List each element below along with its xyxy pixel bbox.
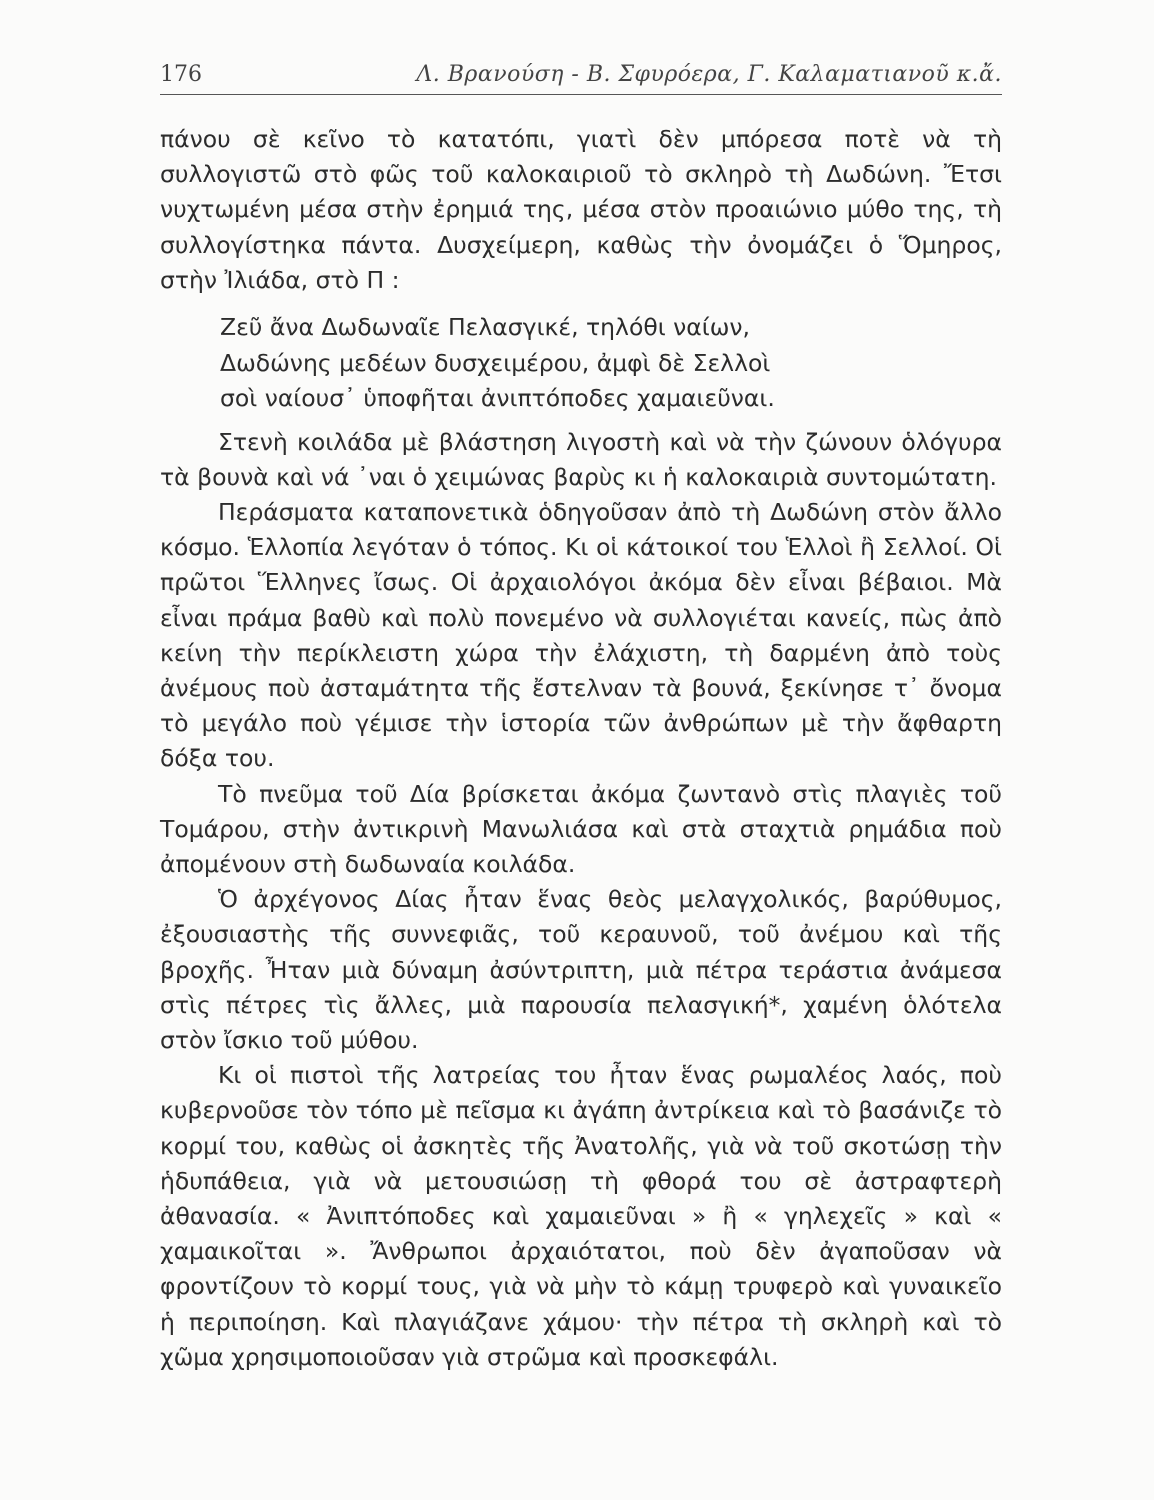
page-number: 176	[160, 62, 202, 87]
running-head: Λ. Βρανούση - Β. Σφυρόερα, Γ. Καλαματιανοῦ κ.ἄ.	[416, 62, 1002, 87]
verse-line-3: σοὶ ναίουσ᾽ ὑποφῆται ἀνιπτόποδες χαμαιεῦναι.	[220, 384, 775, 413]
paragraph-continued: πάνου σὲ κεῖνο τὸ κατατόπι, γιατὶ δὲν μπόρεσα ποτὲ νὰ τὴ συλλογιστῶ στὸ φῶς τοῦ καλοκαιριοῦ τὸ σκληρὸ τὴ Δωδώνη. Ἔτσι νυχτωμένη μέσα στὴν ἐρημιά της, μέσα στὸν προαιώνιο μύθο της, τὴ συλλογίστηκα πάντα. Δυσχείμερη, καθὼς τὴν ὀνομάζει ὁ Ὅμηρος, στὴν Ἰλιάδα, στὸ Π :	[160, 125, 1002, 294]
verse-line-1: Ζεῦ ἄνα Δωδωναῖε Πελασγικέ, τηλόθι ναίων,	[220, 313, 750, 342]
paragraph: Περάσματα καταπονετικὰ ὁδηγοῦσαν ἀπὸ τὴ Δωδώνη στὸν ἄλλο κόσμο. Ἑλλοπία λεγόταν ὁ τόπος. Κι οἱ κάτοικοί του Ἑλλοὶ ἢ Σελλοί. Οἱ πρῶτοι Ἕλληνες ἴσως. Οἱ ἀρχαιολόγοι ἀκόμα δὲν εἶναι βέβαιοι. Μὰ εἶναι πράμα βαθὺ καὶ πολὺ πονεμένο νὰ συλλογιέται κανείς, πὼς ἀπὸ κείνη τὴν περίκλειστη χώρα τὴν ἐλάχιστη, τὴ δαρμένη ἀπὸ τοὺς ἀνέμους ποὺ ἀσταμάτητα τῆς ἔστελναν τὰ βουνά, ξεκίνησε τ᾽ ὄνομα τὸ μεγάλο ποὺ γέμισε τὴν ἱστορία τῶν ἀνθρώπων μὲ τὴν ἄφθαρτη δόξα του.	[160, 497, 1002, 773]
verse-line-2: Δωδώνης μεδέων δυσχειμέρου, ἀμφὶ δὲ Σελλοὶ	[220, 348, 771, 377]
paragraph: Στενὴ κοιλάδα μὲ βλάστηση λιγοστὴ καὶ νὰ τὴν ζώνουν ὁλόγυρα τὰ βουνὰ καὶ νά ᾽ναι ὁ χειμώνας βαρὺς κι ἡ καλοκαιριὰ συντομώτατη.	[160, 427, 1002, 491]
paragraph: Τὸ πνεῦμα τοῦ Δία βρίσκεται ἀκόμα ζωντανὸ στὶς πλαγιὲς τοῦ Τομάρου, στὴν ἀντικρινὴ Μανωλιάσα καὶ στὰ σταχτιὰ ρημάδια ποὺ ἀπομένουν στὴ δωδωναία κοιλάδα.	[160, 779, 1002, 878]
body-text	[160, 122, 1002, 1375]
page-header	[160, 62, 1002, 95]
homeric-verse	[220, 310, 1002, 417]
paragraph: Ὁ ἀρχέγονος Δίας ἦταν ἕνας θεὸς μελαγχολικός, βαρύθυμος, ἐξουσιαστὴς τῆς συννεφιᾶς, τοῦ κεραυνοῦ, τοῦ ἀνέμου καὶ τῆς βροχῆς. Ἦταν μιὰ δύναμη ἀσύντριπτη, μιὰ πέτρα τεράστια ἀνάμεσα στὶς πέτρες τὶς ἄλλες, μιὰ παρουσία πελασγική*, χαμένη ὁλότελα στὸν ἴσκιο τοῦ μύθου.	[160, 885, 1002, 1054]
paragraph: Κι οἱ πιστοὶ τῆς λατρείας του ἦταν ἕνας ρωμαλέος λαός, ποὺ κυβερνοῦσε τὸν τόπο μὲ πεῖσμα κι ἀγάπη ἀντρίκεια καὶ τὸ βασάνιζε τὸ κορμί του, καθὼς οἱ ἀσκητὲς τῆς Ἀνατολῆς, γιὰ νὰ τοῦ σκοτώσῃ τὴν ἡδυπάθεια, γιὰ νὰ μετουσιώσῃ τὴ φθορά του σὲ ἀστραφτερὴ ἀθανασία. « Ἀνιπτόποδες καὶ χαμαιεῦναι » ἢ « γηλεχεῖς » καὶ « χαμαικοῖται ». Ἄνθρωποι ἀρχαιότατοι, ποὺ δὲν ἀγαποῦσαν νὰ φροντίζουν τὸ κορμί τους, γιὰ νὰ μὴν τὸ κάμῃ τρυφερὸ καὶ γυναικεῖο ἡ περιποίηση. Καὶ πλαγιάζανε χάμου· τὴν πέτρα τὴ σκληρὴ καὶ τὸ χῶμα χρησιμοποιοῦσαν γιὰ στρῶμα καὶ προσκεφάλι.	[160, 1061, 1002, 1371]
